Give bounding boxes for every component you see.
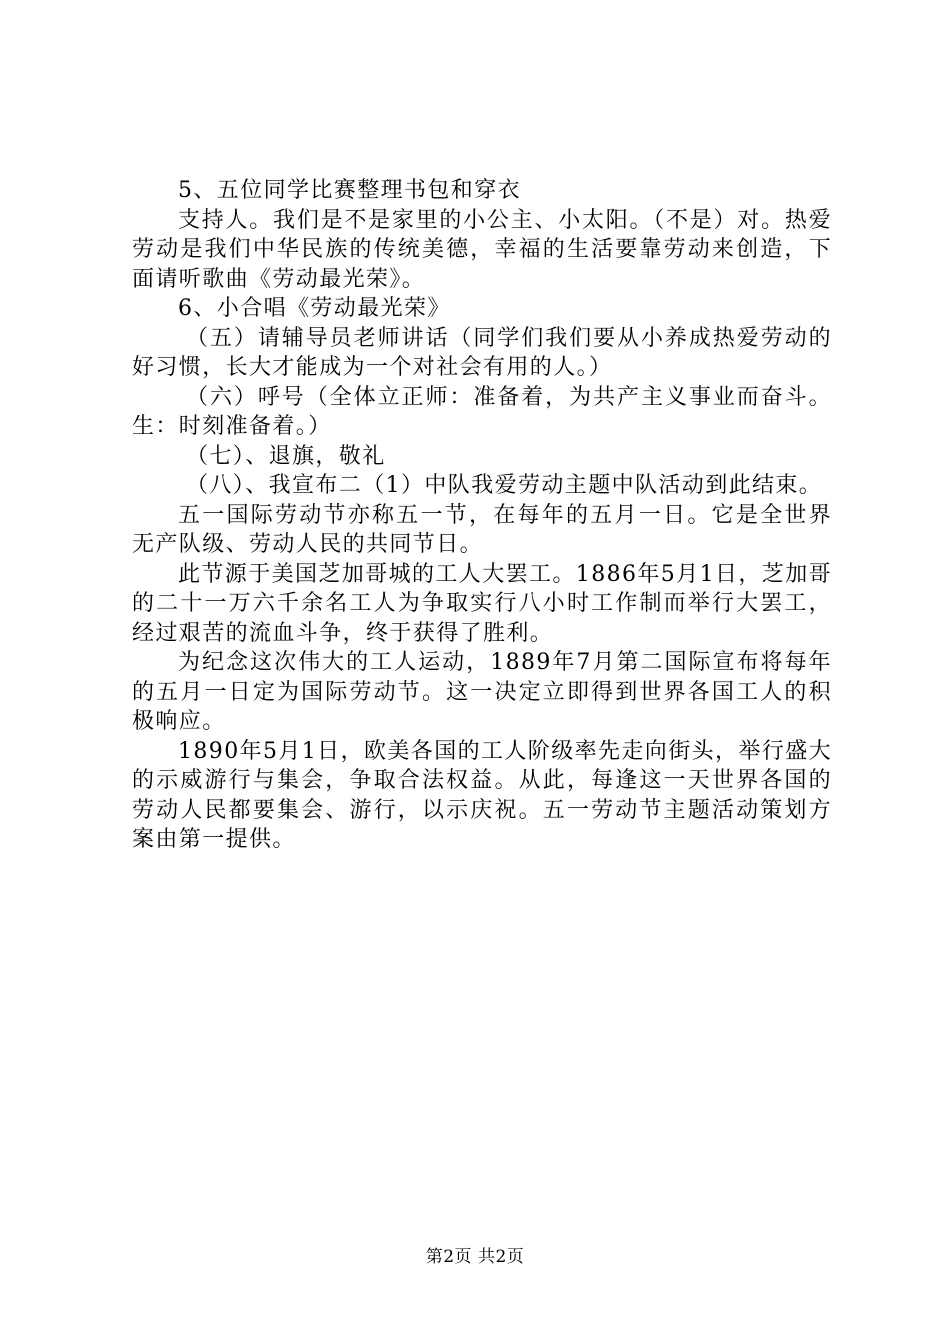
paragraph-item-6: 6、小合唱《劳动最光荣》 — [178, 296, 451, 321]
paragraph-section-7: （七）、退旗，敬礼 — [186, 443, 386, 469]
paragraph-chicago-strike: 此节源于美国芝加哥城的工人大罢工。1886年5月1日，芝加哥的二十一万六千余名工人为争取实行八小时工作制而举行大罢工，经过艰苦的流血斗争，终于获得了胜利。 — [132, 561, 832, 646]
paragraph-host-speech: 支持人。我们是不是家里的小公主、小太阳。（不是）对。热爱劳动是我们中华民族的传统美德，幸福的生活要靠劳动来创造，下面请听歌曲《劳动最光荣》。 — [132, 207, 832, 292]
page-footer: 第2页 共2页 — [425, 1247, 525, 1267]
paragraph-may-day-intro: 五一国际劳动节亦称五一节，在每年的五月一日。它是全世界无产队级、劳动人民的共同节日。 — [132, 502, 832, 557]
paragraph-second-international: 为纪念这次伟大的工人运动，1889年7月第二国际宣布将每年的五月一日定为国际劳动节。这一决定立即得到世界各国工人的积极响应。 — [132, 650, 832, 734]
paragraph-section-6: （六）呼号（全体立正师：准备着，为共产主义事业而奋斗。生：时刻准备着。） — [132, 384, 832, 439]
document-body — [132, 176, 832, 855]
paragraph-section-5: （五）请辅导员老师讲话（同学们我们要从小养成热爱劳动的好习惯，长大才能成为一个对社会有用的人。） — [132, 325, 832, 380]
paragraph-item-5: 5、五位同学比赛整理书包和穿衣 — [178, 178, 521, 203]
paragraph-1890-demonstration: 1890年5月1日，欧美各国的工人阶级率先走向街头，举行盛大的示威游行与集会，争取合法权益。从此，每逢这一天世界各国的劳动人民都要集会、游行，以示庆祝。五一劳动节主题活动策划方案由第一提供。 — [132, 738, 832, 852]
paragraph-section-8: （八）、我宣布二（1）中队我爱劳动主题中队活动到此结束。 — [186, 473, 823, 498]
